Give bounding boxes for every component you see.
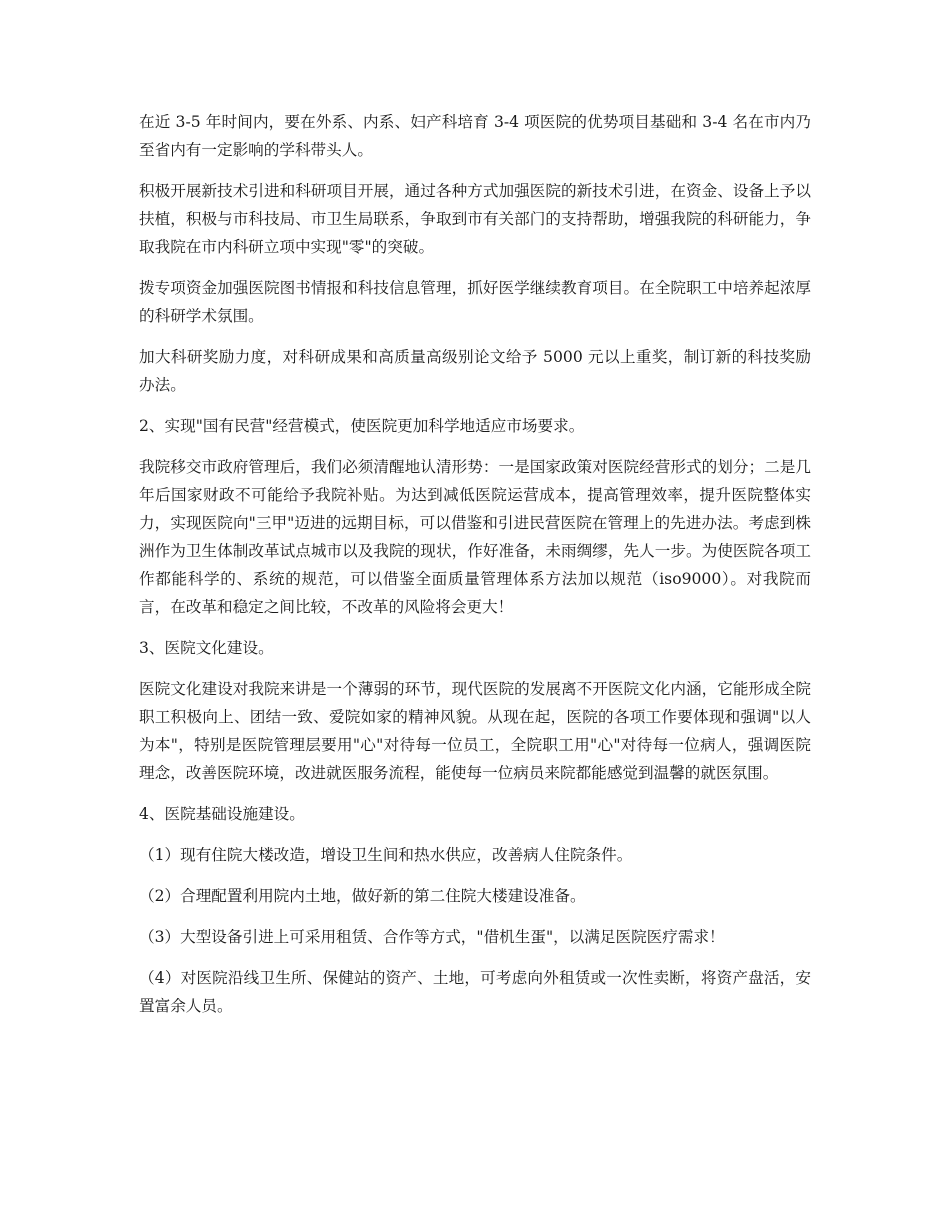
list-item-infrastructure-3: （3）大型设备引进上可采用租赁、合作等方式，"借机生蛋"，以满足医院医疗需求！	[139, 928, 725, 946]
paragraph-new-technology: 积极开展新技术引进和科研项目开展，通过各种方式加强医院的新技术引进，在资金、设备上予以扶植，积极与市科技局、市卫生局联系，争取到市有关部门的支持帮助，增强我院的科研能力，争取我院在市内科研立项中实现"零"的突破。	[139, 182, 811, 256]
section-heading-infrastructure: 4、医院基础设施建设。	[139, 805, 305, 823]
list-item-infrastructure-1: （1）现有住院大楼改造，增设卫生间和热水供应，改善病人住院条件。	[139, 846, 633, 864]
paragraph-research-rewards: 加大科研奖励力度，对科研成果和高质量高级别论文给予 5000 元以上重奖，制订新的科技奖励办法。	[139, 348, 811, 394]
section-heading-hospital-culture: 3、医院文化建设。	[139, 639, 274, 657]
paragraph-library-funding: 拨专项资金加强医院图书情报和科技信息管理，抓好医学继续教育项目。在全院职工中培养起浓厚的科研学术氛围。	[139, 279, 811, 325]
list-item-infrastructure-2: （2）合理配置利用院内土地，做好新的第二住院大楼建设准备。	[139, 887, 586, 905]
paragraph-discipline-leaders: 在近 3-5 年时间内，要在外系、内系、妇产科培育 3-4 项医院的优势项目基础和 3-4 名在市内乃至省内有一定影响的学科带头人。	[139, 113, 811, 159]
paragraph-hospital-culture: 医院文化建设对我院来讲是一个薄弱的环节，现代医院的发展离不开医院文化内涵，它能形成全院职工积极向上、团结一致、爱院如家的精神风貌。从现在起，医院的各项工作要体现和强调"以人为本"，特别是医院管理层要用"心"对待每一位员工，全院职工用"心"对待每一位病人，强调医院理念，改善医院环境，改进就医服务流程，能使每一位病员来院都能感觉到温馨的就医氛围。	[139, 680, 811, 782]
section-heading-operating-model: 2、实现"国有民营"经营模式，使医院更加科学地适应市场要求。	[139, 417, 585, 435]
paragraph-operating-model: 我院移交市政府管理后，我们必须清醒地认清形势：一是国家政策对医院经营形式的划分；二是几年后国家财政不可能给予我院补贴。为达到减低医院运营成本，提高管理效率，提升医院整体实力，实现医院向"三甲"迈进的远期目标，可以借鉴和引进民营医院在管理上的先进办法。考虑到株洲作为卫生体制改革试点城市以及我院的现状，作好准备，未雨绸缪，先人一步。为使医院各项工作都能科学的、系统的规范，可以借鉴全面质量管理体系方法加以规范（iso9000）。对我院而言，在改革和稳定之间比较，不改革的风险将会更大！	[139, 458, 811, 616]
document-page	[139, 108, 811, 1033]
list-item-infrastructure-4: （4）对医院沿线卫生所、保健站的资产、土地，可考虑向外租赁或一次性卖断，将资产盘活，安置富余人员。	[139, 969, 811, 1015]
